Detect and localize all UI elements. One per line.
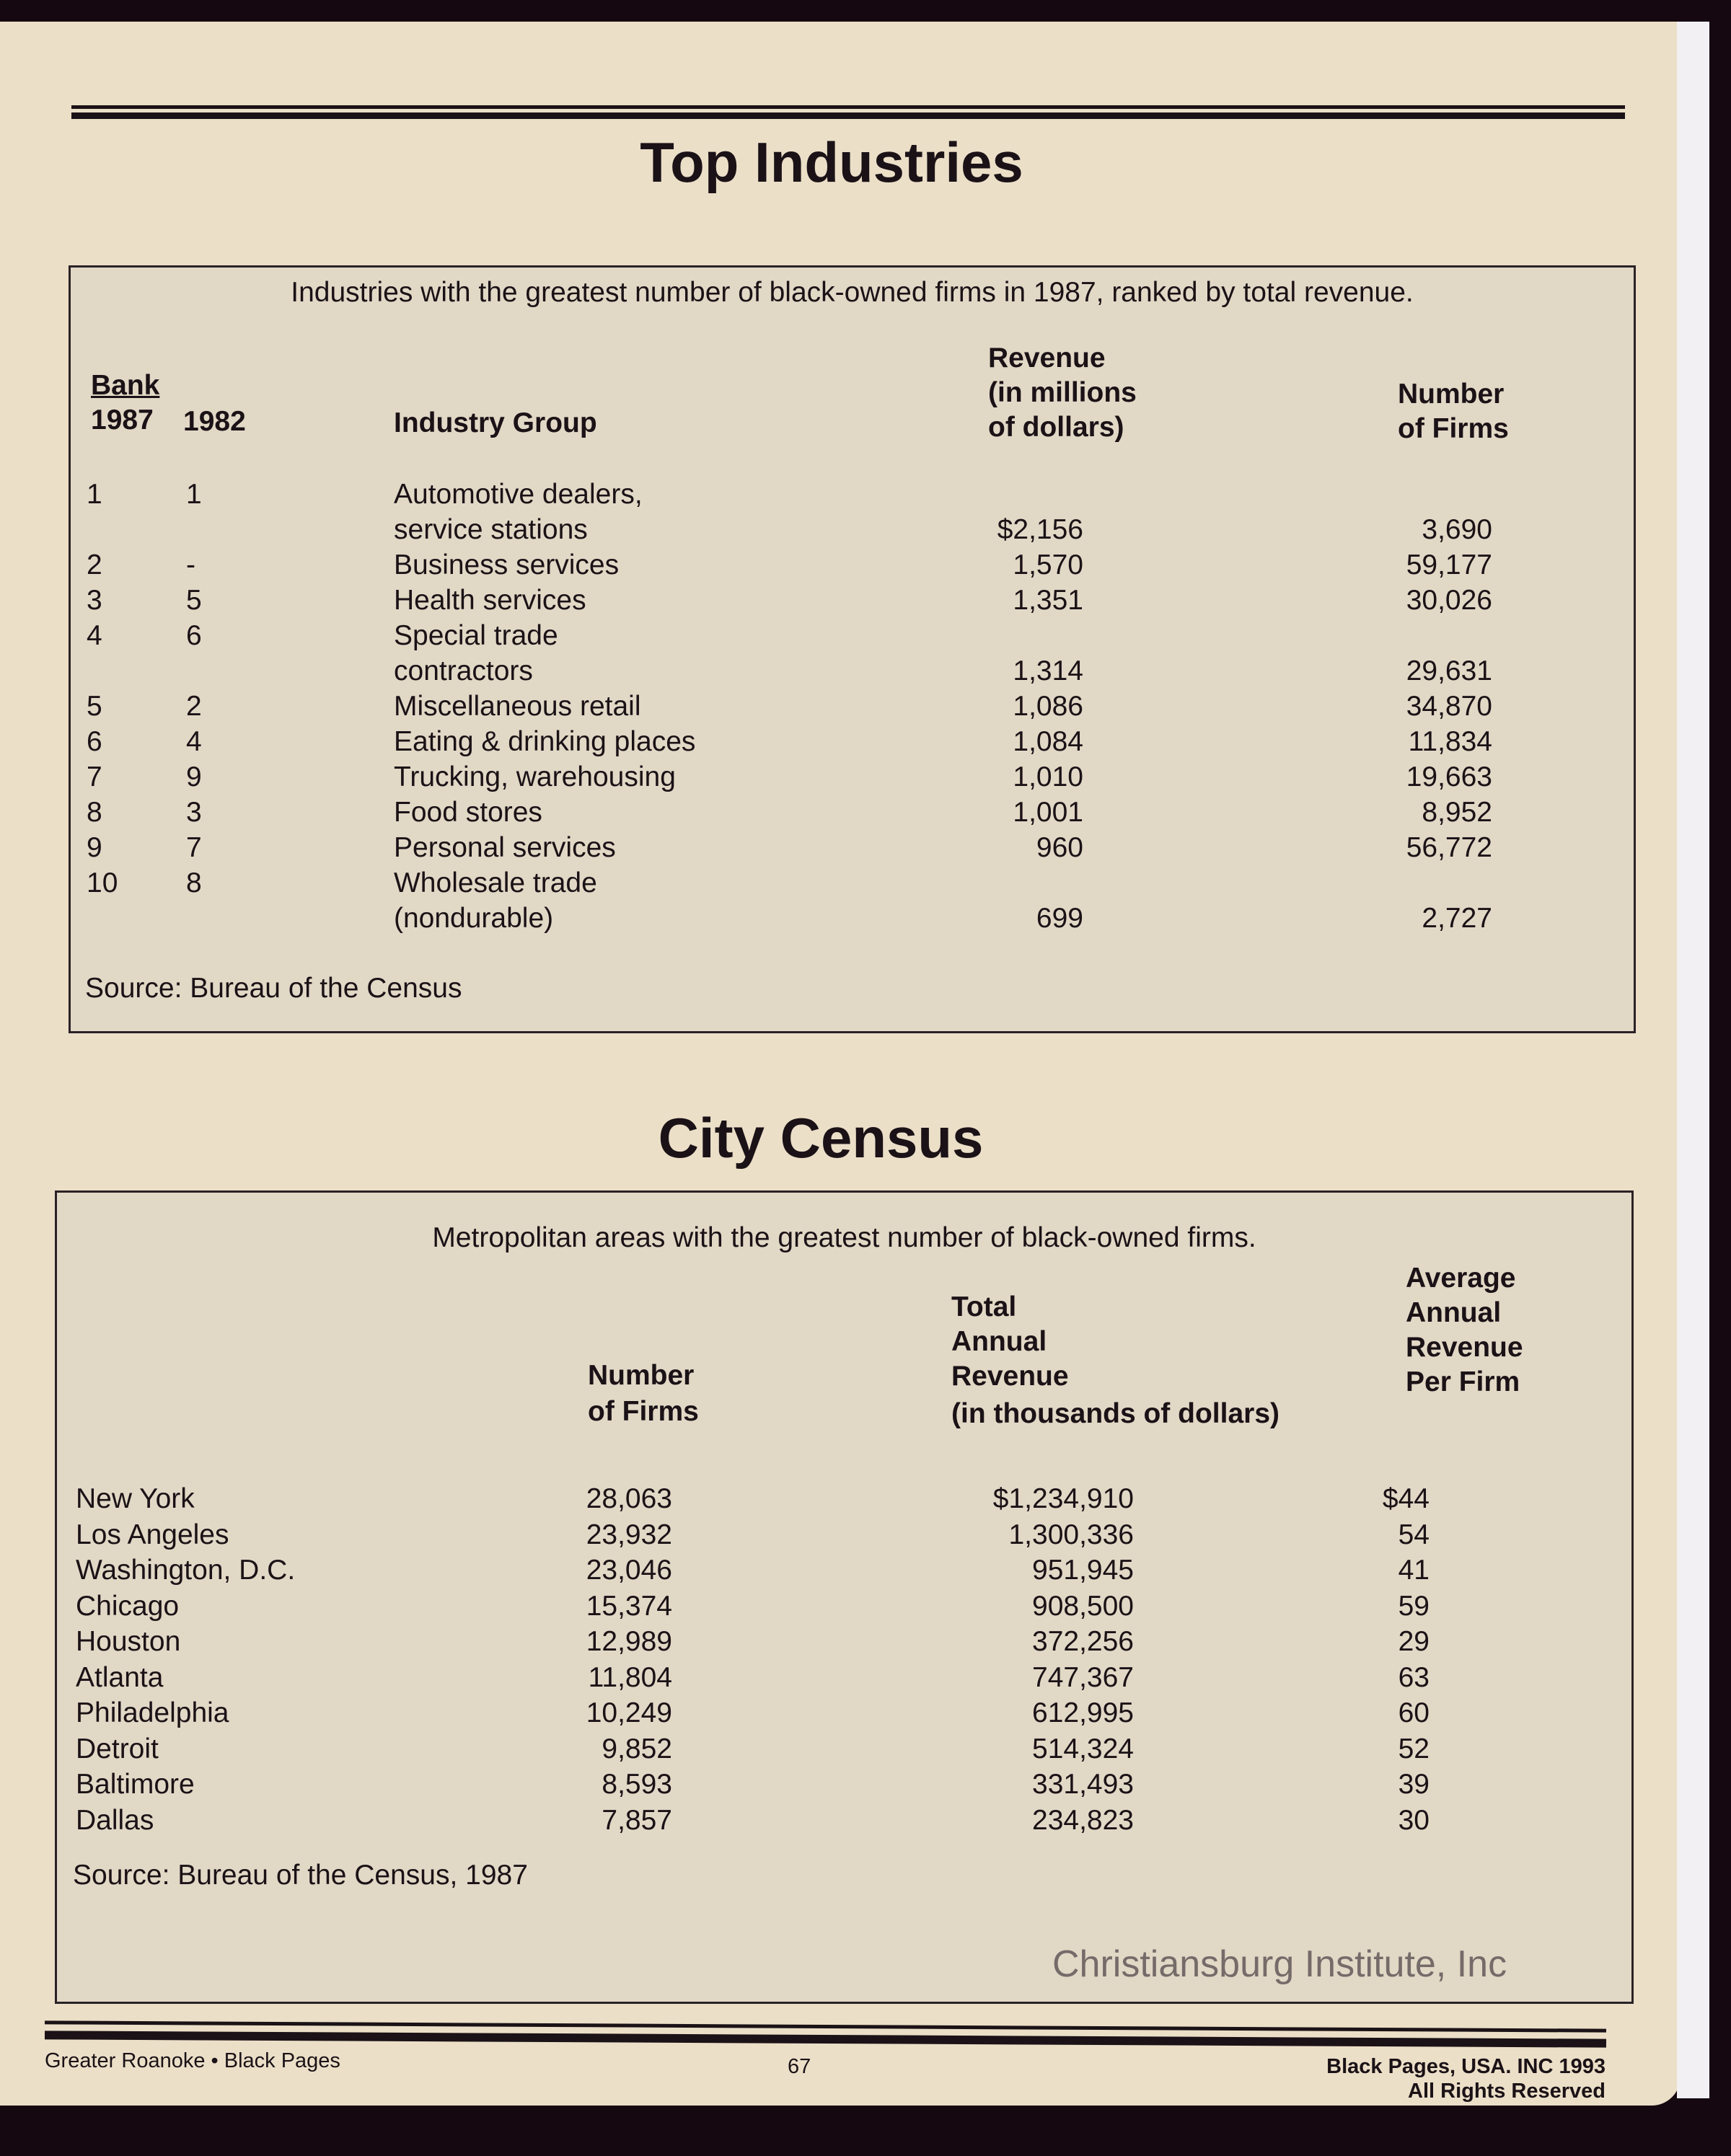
rank-1987: 10: [87, 867, 118, 898]
average-value: 41: [1398, 1555, 1430, 1586]
revenue-value: 747,367: [1032, 1661, 1134, 1693]
rank-1982: 1: [186, 479, 202, 510]
average-value: 60: [1398, 1697, 1430, 1728]
industry-group: Wholesale trade: [394, 867, 597, 898]
revenue-value: 1,010: [1013, 761, 1083, 792]
revenue-value: 234,823: [1032, 1804, 1134, 1836]
header-firms-1: Number: [588, 1360, 695, 1391]
industry-group: Trucking, warehousing: [394, 761, 676, 792]
revenue-value: 1,351: [1013, 585, 1083, 616]
header-revenue-3: Revenue: [951, 1361, 1069, 1392]
city-census-title: City Census: [658, 1106, 984, 1170]
firms-value: 30,026: [1406, 585, 1492, 616]
header-revenue-2: (in millions: [988, 377, 1137, 408]
firms-value: 59,177: [1406, 549, 1492, 580]
average-value: $44: [1382, 1483, 1430, 1514]
top-rule-thin: [71, 105, 1625, 109]
rank-1987: 5: [87, 691, 102, 722]
header-average-1: Average: [1406, 1263, 1516, 1294]
city-name: Houston: [76, 1626, 181, 1657]
city-name: Chicago: [76, 1590, 180, 1622]
city-name: Detroit: [76, 1733, 159, 1764]
rank-1982: 3: [186, 797, 202, 828]
firms-value: 7,857: [602, 1804, 672, 1836]
rank-1982: 9: [186, 761, 202, 792]
watermark: Christiansburg Institute, Inc: [1052, 1943, 1507, 1985]
header-average-3: Revenue: [1406, 1332, 1523, 1363]
average-value: 59: [1398, 1590, 1430, 1622]
rank-1987: 6: [87, 726, 102, 757]
top-industries-table: [69, 265, 1636, 1033]
industry-group: service stations: [394, 514, 588, 545]
firms-value: 8,593: [602, 1769, 672, 1800]
rank-1982: -: [186, 549, 195, 580]
firms-value: 23,046: [586, 1555, 672, 1586]
industry-group: contractors: [394, 655, 533, 686]
firms-value: 19,663: [1406, 761, 1492, 792]
revenue-value: 699: [1036, 903, 1083, 934]
firms-value: 11,834: [1408, 726, 1492, 757]
revenue-value: 951,945: [1032, 1555, 1134, 1586]
firms-value: 10,249: [586, 1697, 672, 1728]
revenue-value: 960: [1036, 832, 1083, 863]
industry-group: Personal services: [394, 832, 616, 863]
rank-1987: 8: [87, 797, 102, 828]
footer-rights: All Rights Reserved: [1408, 2080, 1606, 2103]
revenue-value: 612,995: [1032, 1697, 1134, 1728]
firms-value: 34,870: [1406, 691, 1492, 722]
city-name: Dallas: [76, 1804, 154, 1836]
firms-value: 2,727: [1422, 903, 1492, 934]
rank-1987: 9: [87, 832, 102, 863]
header-1987: 1987: [91, 405, 154, 436]
average-value: 29: [1398, 1626, 1430, 1657]
revenue-value: 908,500: [1032, 1590, 1134, 1622]
average-value: 52: [1398, 1733, 1430, 1764]
header-1982: 1982: [183, 406, 246, 437]
page-number: 67: [788, 2055, 811, 2078]
revenue-value: 1,300,336: [1008, 1519, 1134, 1550]
firms-value: 8,952: [1422, 797, 1492, 828]
rank-1982: 8: [186, 867, 202, 898]
rank-1987: 7: [87, 761, 102, 792]
industry-group: Health services: [394, 585, 586, 616]
city-name: Baltimore: [76, 1769, 195, 1800]
city-name: Los Angeles: [76, 1519, 229, 1550]
industry-group: Special trade: [394, 620, 558, 651]
city-name: New York: [76, 1483, 195, 1514]
rank-1987: 4: [87, 620, 102, 651]
city-name: Philadelphia: [76, 1697, 229, 1728]
revenue-value: 1,314: [1013, 655, 1083, 686]
top-industries-subtitle: Industries with the greatest number of black-owned firms in 1987, ranked by total revenue.: [291, 277, 1414, 308]
header-firms-1: Number: [1398, 379, 1505, 410]
top-industries-title: Top Industries: [640, 131, 1023, 194]
header-firms-2: of Firms: [1398, 413, 1509, 444]
rank-1982: 2: [186, 691, 202, 722]
average-value: 54: [1398, 1519, 1430, 1550]
header-firms-2: of Firms: [588, 1396, 699, 1427]
firms-value: 15,374: [586, 1590, 672, 1622]
rank-1987: 1: [87, 479, 102, 510]
footer-publication: Greater Roanoke • Black Pages: [45, 2049, 340, 2072]
top-industries-source: Source: Bureau of the Census: [85, 973, 462, 1004]
rank-1987: 2: [87, 549, 102, 580]
revenue-value: 1,570: [1013, 549, 1083, 580]
revenue-value: $2,156: [997, 514, 1083, 545]
header-revenue-3: of dollars): [988, 412, 1124, 443]
city-name: Atlanta: [76, 1661, 164, 1693]
firms-value: 3,690: [1422, 514, 1492, 545]
average-value: 39: [1398, 1769, 1430, 1800]
firms-value: 29,631: [1406, 655, 1492, 686]
firms-value: 23,932: [586, 1519, 672, 1550]
header-industry: Industry Group: [394, 407, 597, 438]
city-census-subtitle: Metropolitan areas with the greatest number of black-owned firms.: [432, 1222, 1256, 1253]
firms-value: 12,989: [586, 1626, 672, 1657]
revenue-value: 331,493: [1032, 1769, 1134, 1800]
revenue-value: 1,086: [1013, 691, 1083, 722]
header-revenue-1: Revenue: [988, 343, 1106, 374]
city-census-source: Source: Bureau of the Census, 1987: [73, 1860, 528, 1891]
rank-1982: 6: [186, 620, 202, 651]
firms-value: 11,804: [588, 1661, 672, 1693]
city-census-table: [55, 1190, 1634, 2004]
top-rule-thick: [71, 112, 1625, 119]
industry-group: Automotive dealers,: [394, 479, 643, 510]
revenue-value: $1,234,910: [992, 1483, 1134, 1514]
header-revenue-1: Total: [951, 1291, 1017, 1322]
firms-value: 9,852: [602, 1733, 672, 1764]
rank-1982: 5: [186, 585, 202, 616]
header-average-2: Annual: [1406, 1297, 1502, 1328]
header-revenue-2: Annual: [951, 1326, 1047, 1357]
rank-1982: 4: [186, 726, 202, 757]
revenue-value: 1,001: [1013, 797, 1083, 828]
revenue-value: 372,256: [1032, 1626, 1134, 1657]
header-revenue-4: (in thousands of dollars): [951, 1398, 1279, 1429]
industry-group: Eating & drinking places: [394, 726, 696, 757]
industry-group: Food stores: [394, 797, 542, 828]
firms-value: 28,063: [586, 1483, 672, 1514]
rank-1987: 3: [87, 585, 102, 616]
header-rank: Bank: [91, 370, 160, 401]
footer-copyright: Black Pages, USA. INC 1993: [1326, 2055, 1606, 2078]
revenue-value: 1,084: [1013, 726, 1083, 757]
industry-group: Miscellaneous retail: [394, 691, 641, 722]
firms-value: 56,772: [1406, 832, 1492, 863]
industry-group: Business services: [394, 549, 620, 580]
city-name: Washington, D.C.: [76, 1555, 296, 1586]
industry-group: (nondurable): [394, 903, 554, 934]
header-average-4: Per Firm: [1406, 1366, 1520, 1397]
rank-1982: 7: [186, 832, 202, 863]
average-value: 30: [1398, 1804, 1430, 1836]
revenue-value: 514,324: [1032, 1733, 1134, 1764]
page-edge: [1677, 22, 1709, 2098]
average-value: 63: [1398, 1661, 1430, 1693]
